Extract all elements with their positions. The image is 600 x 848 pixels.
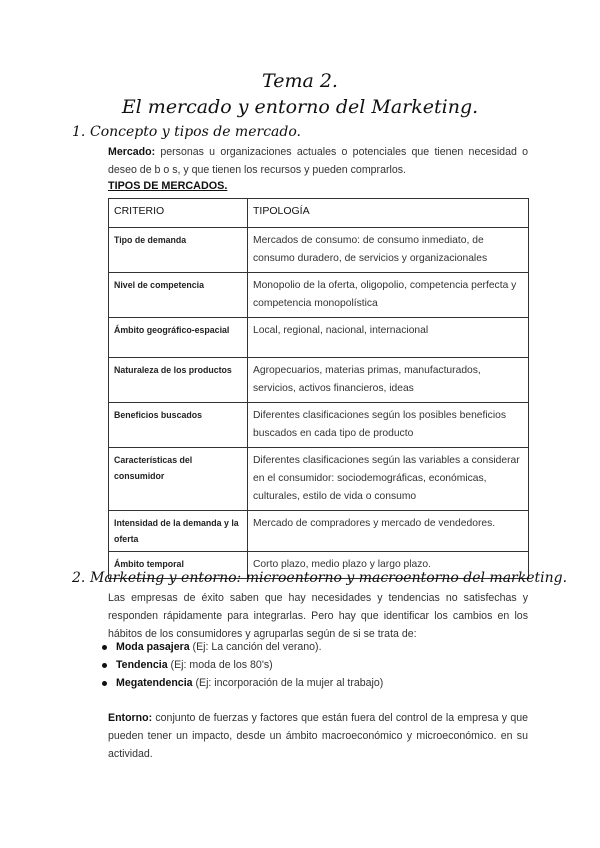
market-types-heading: TIPOS DE MERCADOS. bbox=[108, 180, 228, 192]
list-item-term: Moda pasajera bbox=[116, 641, 190, 653]
table-cell-tipologia: Monopolio de la oferta, oligopolio, competencia perfecta y competencia monopolística bbox=[248, 273, 529, 318]
table-cell-tipologia: Mercado de compradores y mercado de vendedores. bbox=[248, 511, 529, 552]
mercado-text: personas u organizaciones actuales o potenciales que tienen necesidad o deseo de b o s, y que tienen los recursos y pueden comprarlos. bbox=[108, 146, 528, 176]
trend-list bbox=[100, 638, 530, 692]
page-title: Tema 2. bbox=[262, 70, 338, 92]
header-criterio: CRITERIO bbox=[109, 199, 248, 228]
table-row bbox=[109, 318, 529, 358]
table-cell-tipologia: Corto plazo, medio plazo y largo plazo. bbox=[248, 552, 529, 579]
entorno-text: conjunto de fuerzas y factores que están fuera del control de la empresa y que pueden tener un impacto, desde un ámbito macroeconómico y microeconómico. en su actividad. bbox=[108, 712, 528, 760]
list-item bbox=[100, 638, 530, 656]
section-2-number: 2. bbox=[72, 570, 86, 586]
entorno-definition bbox=[108, 709, 528, 763]
section-1-number: 1. bbox=[72, 124, 86, 140]
table-cell-criterio: Tipo de demanda bbox=[109, 228, 248, 273]
table-row bbox=[109, 228, 529, 273]
list-item bbox=[100, 674, 530, 692]
table-row bbox=[109, 273, 529, 318]
section-2-title: Marketing y entorno: microentorno y macroentorno del marketing. bbox=[90, 570, 568, 586]
table-cell-tipologia: Diferentes clasificaciones según las variables a considerar en el consumidor: sociodemográficas, económicas, culturales, estilo de vida o consumo bbox=[248, 448, 529, 511]
mercado-term: Mercado: bbox=[108, 146, 156, 158]
list-item bbox=[100, 656, 530, 674]
list-item-detail: (Ej: incorporación de la mujer al trabajo) bbox=[192, 677, 384, 689]
table-cell-criterio: Ámbito geográfico-espacial bbox=[109, 318, 248, 358]
market-types-table bbox=[108, 198, 529, 579]
table-cell-tipologia: Agropecuarios, materias primas, manufacturados, servicios, activos financieros, ideas bbox=[248, 358, 529, 403]
list-item-term: Tendencia bbox=[116, 659, 168, 671]
table-cell-tipologia: Local, regional, nacional, internacional bbox=[248, 318, 529, 358]
section-1-heading bbox=[72, 124, 301, 140]
entorno-term: Entorno: bbox=[108, 712, 153, 724]
list-item-term: Megatendencia bbox=[116, 677, 193, 689]
table-row bbox=[109, 358, 529, 403]
table-row bbox=[109, 511, 529, 552]
section-2-intro: Las empresas de éxito saben que hay necesidades y tendencias no satisfechas y responden rápidamente para integrarlas. Pero hay que identificar los cambios en los hábitos de los consumidores y agruparlas según de si se trata de: bbox=[108, 592, 528, 640]
table-row bbox=[109, 403, 529, 448]
table-row bbox=[109, 448, 529, 511]
page-subtitle: El mercado y entorno del Marketing. bbox=[121, 96, 479, 118]
table-cell-criterio: Nivel de competencia bbox=[109, 273, 248, 318]
mercado-definition bbox=[108, 143, 528, 179]
table-cell-criterio: Beneficios buscados bbox=[109, 403, 248, 448]
table-cell-criterio: Naturaleza de los productos bbox=[109, 358, 248, 403]
table-cell-tipologia: Diferentes clasificaciones según los posibles beneficios buscados en cada tipo de producto bbox=[248, 403, 529, 448]
table-cell-criterio: Ámbito temporal bbox=[109, 552, 248, 579]
list-item-detail: (Ej: La canción del verano). bbox=[189, 641, 322, 653]
section-2-heading bbox=[72, 570, 568, 586]
table-cell-tipologia: Mercados de consumo: de consumo inmediato, de consumo duradero, de servicios y organizacionales bbox=[248, 228, 529, 273]
table-cell-criterio: Características del consumidor bbox=[109, 448, 248, 511]
section-1-title: Concepto y tipos de mercado. bbox=[90, 124, 301, 140]
list-item-detail: (Ej: moda de los 80's) bbox=[167, 659, 273, 671]
table-header-row bbox=[109, 199, 529, 228]
header-tipologia: TIPOLOGÍA bbox=[248, 199, 529, 228]
table-cell-criterio: Intensidad de la demanda y la oferta bbox=[109, 511, 248, 552]
